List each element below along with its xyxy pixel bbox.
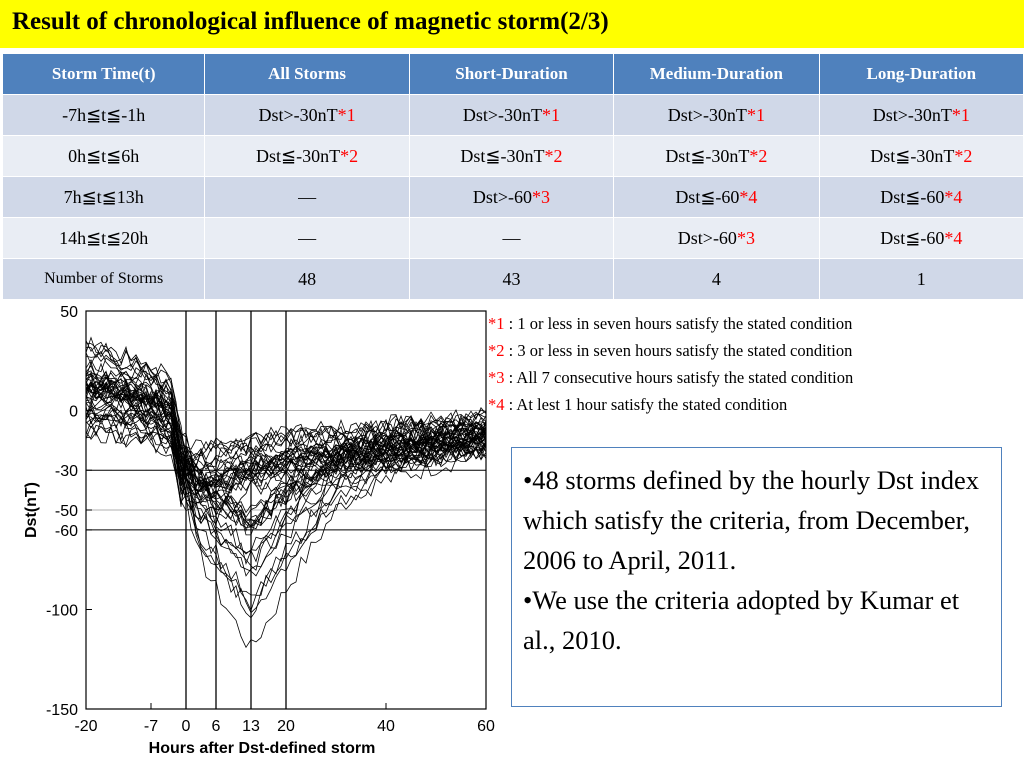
footnote-1: *1 : 1 or less in seven hours satisfy the stated condition: [488, 314, 853, 333]
col-header-long-duration: Long-Duration: [819, 54, 1023, 95]
table-cell: Dst>-30nT*1: [205, 95, 409, 136]
slide-title: Result of chronological influence of magnetic storm(2/3): [12, 8, 609, 35]
table-cell: —: [205, 218, 409, 259]
y-tick-label: -50: [54, 503, 78, 520]
table-cell: —: [205, 177, 409, 218]
table-cell: Dst≦-30nT*2: [614, 136, 819, 177]
y-axis-label: Dst(nT): [23, 482, 40, 538]
table-row-storm-counts: [3, 259, 1024, 300]
footnote-3: *3 : All 7 consecutive hours satisfy the stated condition: [488, 368, 854, 387]
y-tick-label: -60: [54, 522, 78, 540]
summary-box: [511, 447, 1002, 707]
x-tick-label: 0: [181, 718, 191, 735]
bullet-storm-definition: •48 storms defined by the hourly Dst index which satisfy the criteria, from December, 2006 to April, 2011.: [523, 465, 980, 575]
y-tick-label: 50: [60, 304, 78, 321]
x-tick-labels: [74, 718, 495, 735]
storm-count-cell: 4: [614, 259, 819, 300]
table-cell: —: [409, 218, 613, 259]
y-tick-label: -30: [54, 463, 78, 481]
col-header-all-storms: All Storms: [205, 54, 409, 95]
footnote-4: *4 : At lest 1 hour satisfy the stated condition: [488, 395, 788, 414]
x-axis-label: Hours after Dst-defined storm: [148, 740, 376, 757]
row-time-label: 7h≦t≦13h: [3, 177, 205, 218]
x-tick-label: 40: [377, 718, 395, 735]
storm-count-cell: 43: [409, 259, 613, 300]
table-cell: Dst≦-30nT*2: [409, 136, 613, 177]
x-tick-label: 13: [242, 718, 260, 735]
table-cell: Dst>-60*3: [409, 177, 613, 218]
table-cell: Dst≦-60*4: [819, 177, 1023, 218]
table-cell: Dst≦-60*4: [819, 218, 1023, 259]
col-header-short-duration: Short-Duration: [409, 54, 613, 95]
storm-count-cell: 1: [819, 259, 1023, 300]
table-cell: Dst>-60*3: [614, 218, 819, 259]
x-tick-label: -7: [143, 718, 159, 735]
footnote-2: *2 : 3 or less in seven hours satisfy the stated condition: [488, 341, 853, 360]
row-time-label: Number of Storms: [3, 259, 205, 300]
table-row: [3, 136, 1024, 177]
table-cell: Dst≦-30nT*2: [205, 136, 409, 177]
row-time-label: -7h≦t≦-1h: [3, 95, 205, 136]
table-row: [3, 218, 1024, 259]
row-time-label: 0h≦t≦6h: [3, 136, 205, 177]
table-cell: Dst>-30nT*1: [409, 95, 613, 136]
table-row: [3, 95, 1024, 136]
y-tick-labels: [46, 304, 78, 719]
reference-lines: [86, 311, 486, 709]
table-cell: Dst>-30nT*1: [614, 95, 819, 136]
dst-chart: [0, 300, 500, 768]
table-cell: Dst≦-30nT*2: [819, 136, 1023, 177]
criteria-table: [2, 53, 1024, 300]
storm-count-cell: 48: [205, 259, 409, 300]
col-header-storm-time: Storm Time(t): [3, 54, 205, 95]
x-tick-label: -20: [74, 718, 98, 735]
col-header-medium-duration: Medium-Duration: [614, 54, 819, 95]
table-cell: Dst≦-60*4: [614, 177, 819, 218]
y-tick-label: 0: [69, 403, 78, 421]
x-tick-label: 20: [277, 718, 295, 735]
x-tick-label: 6: [211, 718, 221, 735]
x-tick-label: 60: [477, 718, 495, 735]
table-row: [3, 177, 1024, 218]
table-cell: Dst>-30nT*1: [819, 95, 1023, 136]
table-header-row: [3, 54, 1024, 95]
y-tick-label: -150: [45, 702, 78, 719]
y-tick-label: -100: [45, 602, 78, 620]
bullet-criteria-source: •We use the criteria adopted by Kumar et al., 2010.: [523, 585, 960, 655]
row-time-label: 14h≦t≦20h: [3, 218, 205, 259]
